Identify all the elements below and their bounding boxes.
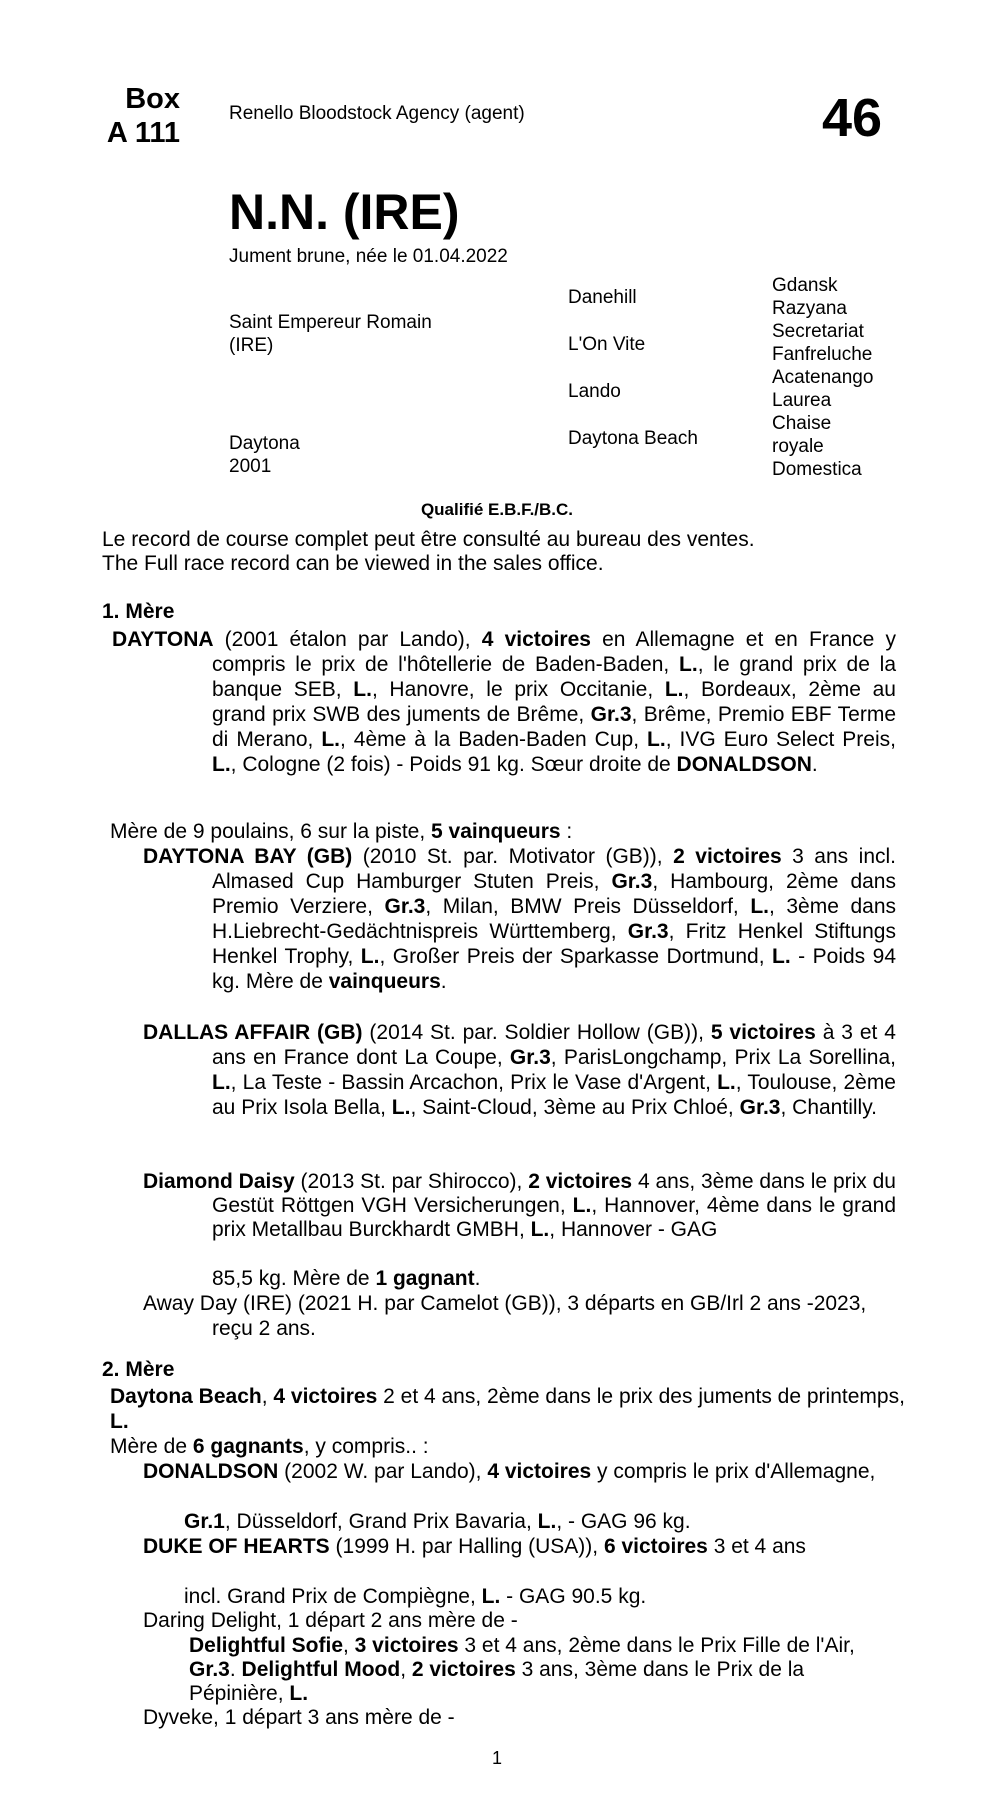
bold-text: 3 victoires [354,1634,459,1657]
section-heading-2: 2. Mère [102,1358,175,1381]
bold-text: L. [110,1410,129,1433]
text: 3 et 4 ans [707,1535,806,1558]
text: Dyveke, 1 départ 3 ans mère de - [143,1706,455,1729]
text: Mère de [110,1435,193,1458]
second-dam-produce-intro [110,1434,429,1459]
box-label [88,82,180,150]
bold-text: 5 victoires [710,1021,816,1044]
text: (2014 St. par. Soldier Hollow (GB)), [362,1021,711,1044]
bold-text: Gr.3 [611,870,653,893]
pedigree-sire [229,311,432,357]
text: , Düsseldorf, Grand Prix Bavaria, [224,1510,538,1533]
text: , Hambourg, 2ème dans Premio Verziere, [212,870,896,918]
grandparent: L'On Vite [568,334,646,355]
bold-text: vainqueurs [328,970,441,993]
bold-text: DALLAS AFFAIR (GB) [143,1021,363,1044]
text: (2001 étalon par Lando), [213,628,482,651]
notice-en: The Full race record can be viewed in the sales office. [102,552,604,575]
first-dam-produce-intro [110,819,572,844]
produce-entry [143,1170,896,1242]
text: 3 ans incl. Almased Cup Hamburger Stuten Preis, [212,845,896,893]
second-dam-paragraph [110,1384,910,1434]
bold-text: L. [750,895,769,918]
bold-text: 4 victoires [481,628,591,651]
text: , ParisLongchamp, Prix La Sorellina, [550,1046,897,1069]
text: - Poids 94 kg. Mère de [212,945,896,993]
bold-text: L. [391,1096,411,1119]
text: en Allemagne et en France y compris le prix de l'hôtellerie de Baden-Baden, [212,628,896,676]
produce-entry [143,1609,518,1633]
box-line-1: Box [125,83,180,115]
bold-text: L. [772,945,791,968]
bold-text: DAYTONA [112,628,214,651]
sire-origin: (IRE) [229,335,274,356]
text: , Hannover, 4ème dans le grand prix Metallbau Burckhardt GMBH, [212,1194,896,1241]
bold-text: Gr.3 [189,1658,230,1681]
text: , [400,1658,412,1681]
text: (2010 St. par. Motivator (GB)), [352,845,674,868]
produce-entry [143,1020,896,1120]
bold-text: DUKE OF HEARTS [143,1535,330,1558]
produce-entry [143,1534,903,1559]
text: , Hanovre, le prix Occitanie, [371,678,665,701]
bold-text: L. [212,753,231,776]
bold-text: L. [353,678,372,701]
text: , Großer Preis der Sparkasse Dortmund, [379,945,773,968]
text: , le grand prix de la banque SEB, [212,653,896,701]
text: , y compris.. : [303,1435,429,1458]
agent-name: Renello Bloodstock Agency (agent) [229,103,525,124]
great-grandparent: Laurea [772,390,832,411]
bold-text: 6 victoires [603,1535,708,1558]
bold-text: L. [647,728,666,751]
great-grandparent: Fanfreluche [772,344,873,365]
produce-entry [143,1459,903,1484]
bold-text: 4 victoires [487,1460,592,1483]
bold-text: 1 gagnant [375,1267,475,1290]
text: , - GAG 96 kg. [556,1510,691,1533]
bold-text: Gr.3 [509,1046,551,1069]
grand-produce-entry [189,1634,899,1706]
text: (2002 W. par Lando), [278,1460,488,1483]
text: . [474,1267,481,1290]
bold-text: L. [664,678,684,701]
bold-text: Gr.1 [184,1510,225,1533]
text: , Chantilly. [780,1096,877,1119]
text: , IVG Euro Select Preis, [665,728,896,751]
great-grandparent: Gdansk [772,275,838,296]
bold-text: L. [530,1218,550,1241]
text: . [229,1658,242,1681]
produce-entry-cont [212,1266,480,1291]
text: , Toulouse, 2ème au Prix Isola Bella, [212,1071,896,1119]
text: 3 et 4 ans, 2ème dans le Prix Fille de l'Air, [458,1634,855,1657]
bold-text: 2 victoires [411,1658,516,1681]
text: 85,5 kg. Mère de [212,1267,376,1290]
text: . [440,970,447,993]
first-dam-paragraph [112,627,896,777]
bold-text: L. [212,1071,231,1094]
bold-text: L. [537,1510,557,1533]
produce-entry [143,1291,896,1341]
bold-text: 2 victoires [673,845,782,868]
section-heading-1: 1. Mère [102,600,175,623]
text: Mère de 9 poulains, 6 sur la piste, [110,820,432,843]
text: , Fritz Henkel Stiftungs Henkel Trophy, [212,920,896,968]
text: à 3 et 4 ans en France dont La Coupe, [212,1021,896,1069]
race-record-notice [102,528,755,576]
bold-text: DAYTONA BAY (GB) [143,845,353,868]
dam-year: 2001 [229,456,272,477]
bold-text: Daytona Beach [110,1385,262,1408]
grandparent: Daytona Beach [568,428,698,449]
bold-text: Gr.3 [590,703,632,726]
great-grandparent: Domestica [772,459,862,480]
page-number: 1 [491,1748,502,1768]
text: y compris le prix d'Allemagne, [591,1460,876,1483]
text: , [261,1385,274,1408]
great-grandparent: royale [772,436,824,457]
bold-text: 5 vainqueurs [431,820,561,843]
produce-entry-cont [184,1509,691,1534]
grandparent: Lando [568,381,621,402]
text: Away Day (IRE) (2021 H. par Camelot (GB)), 3 départs en GB/Irl 2 ans -2023, reçu 2 ans. [143,1292,867,1340]
bold-text: L. [289,1682,309,1705]
bold-text: L. [717,1071,736,1094]
text: Daring Delight, 1 départ 2 ans mère de - [143,1609,518,1632]
bold-text: Gr.3 [739,1096,781,1119]
text: , [343,1634,355,1657]
great-grandparent: Acatenango [772,367,874,388]
great-grandparent: Secretariat [772,321,864,342]
bold-text: 2 victoires [528,1170,633,1193]
text: , 4ème à la Baden-Baden Cup, [340,728,648,751]
text: incl. Grand Prix de Compiègne, [184,1585,482,1608]
bold-text: Gr.3 [627,920,669,943]
box-line-2: A 111 [106,117,180,149]
bold-text: L. [481,1585,501,1608]
bold-text: DONALDSON [143,1460,279,1483]
text: 2 et 4 ans, 2ème dans le prix des juments de printemps, [377,1385,905,1408]
great-grandparents [772,274,873,481]
bold-text: Delightful Mood [241,1658,401,1681]
sire-name: Saint Empereur Romain [229,312,432,333]
lot-number: 46 [822,88,883,148]
text: : [560,820,573,843]
bold-text: Delightful Sofie [189,1634,343,1657]
notice-fr: Le record de course complet peut être consulté au bureau des ventes. [102,528,755,551]
great-grandparent: Chaise [772,413,832,434]
text: , 3ème dans H.Liebrecht-Gedächtnispreis Württemberg, [212,895,896,943]
bold-text: Diamond Daisy [143,1170,295,1193]
bold-text: 6 gagnants [192,1435,304,1458]
grandparent: Danehill [568,287,637,308]
text: (1999 H. par Halling (USA)), [329,1535,604,1558]
great-grandparent: Razyana [772,298,847,319]
bold-text: 4 victoires [273,1385,378,1408]
text: , Bordeaux, 2ème au grand prix SWB des juments de Brême, [212,678,896,726]
text: 4 ans, 3ème dans le prix du Gestüt Röttgen VGH Versicherungen, [212,1170,896,1217]
text: (2013 St. par Shirocco), [294,1170,529,1193]
bold-text: L. [321,728,340,751]
horse-description: Jument brune, née le 01.04.2022 [229,246,508,267]
produce-entry-cont [184,1584,646,1609]
qualification: Qualifié E.B.F./B.C. [420,500,574,519]
text: , Cologne (2 fois) - Poids 91 kg. Sœur droite de [230,753,677,776]
horse-name: N.N. (IRE) [229,184,460,240]
text: , La Teste - Bassin Arcachon, Prix le Vase d'Argent, [230,1071,718,1094]
bold-text: L. [572,1194,592,1217]
text: , Milan, BMW Preis Düsseldorf, [425,895,751,918]
produce-entry [143,1706,455,1730]
bold-text: L. [679,653,698,676]
text: , Saint-Cloud, 3ème au Prix Chloé, [410,1096,740,1119]
text: . [811,753,818,776]
bold-text: DONALDSON [676,753,812,776]
text: - GAG 90.5 kg. [500,1585,647,1608]
dam-name: Daytona [229,433,300,454]
text: , Hannover - GAG [549,1218,718,1241]
bold-text: L. [360,945,380,968]
pedigree-dam [229,432,300,478]
text: , Brême, Premio EBF Terme di Merano, [212,703,896,751]
bold-text: Gr.3 [384,895,426,918]
text: 3 ans, 3ème dans le Prix de la Pépinière, [189,1658,805,1705]
produce-entry [143,844,896,994]
